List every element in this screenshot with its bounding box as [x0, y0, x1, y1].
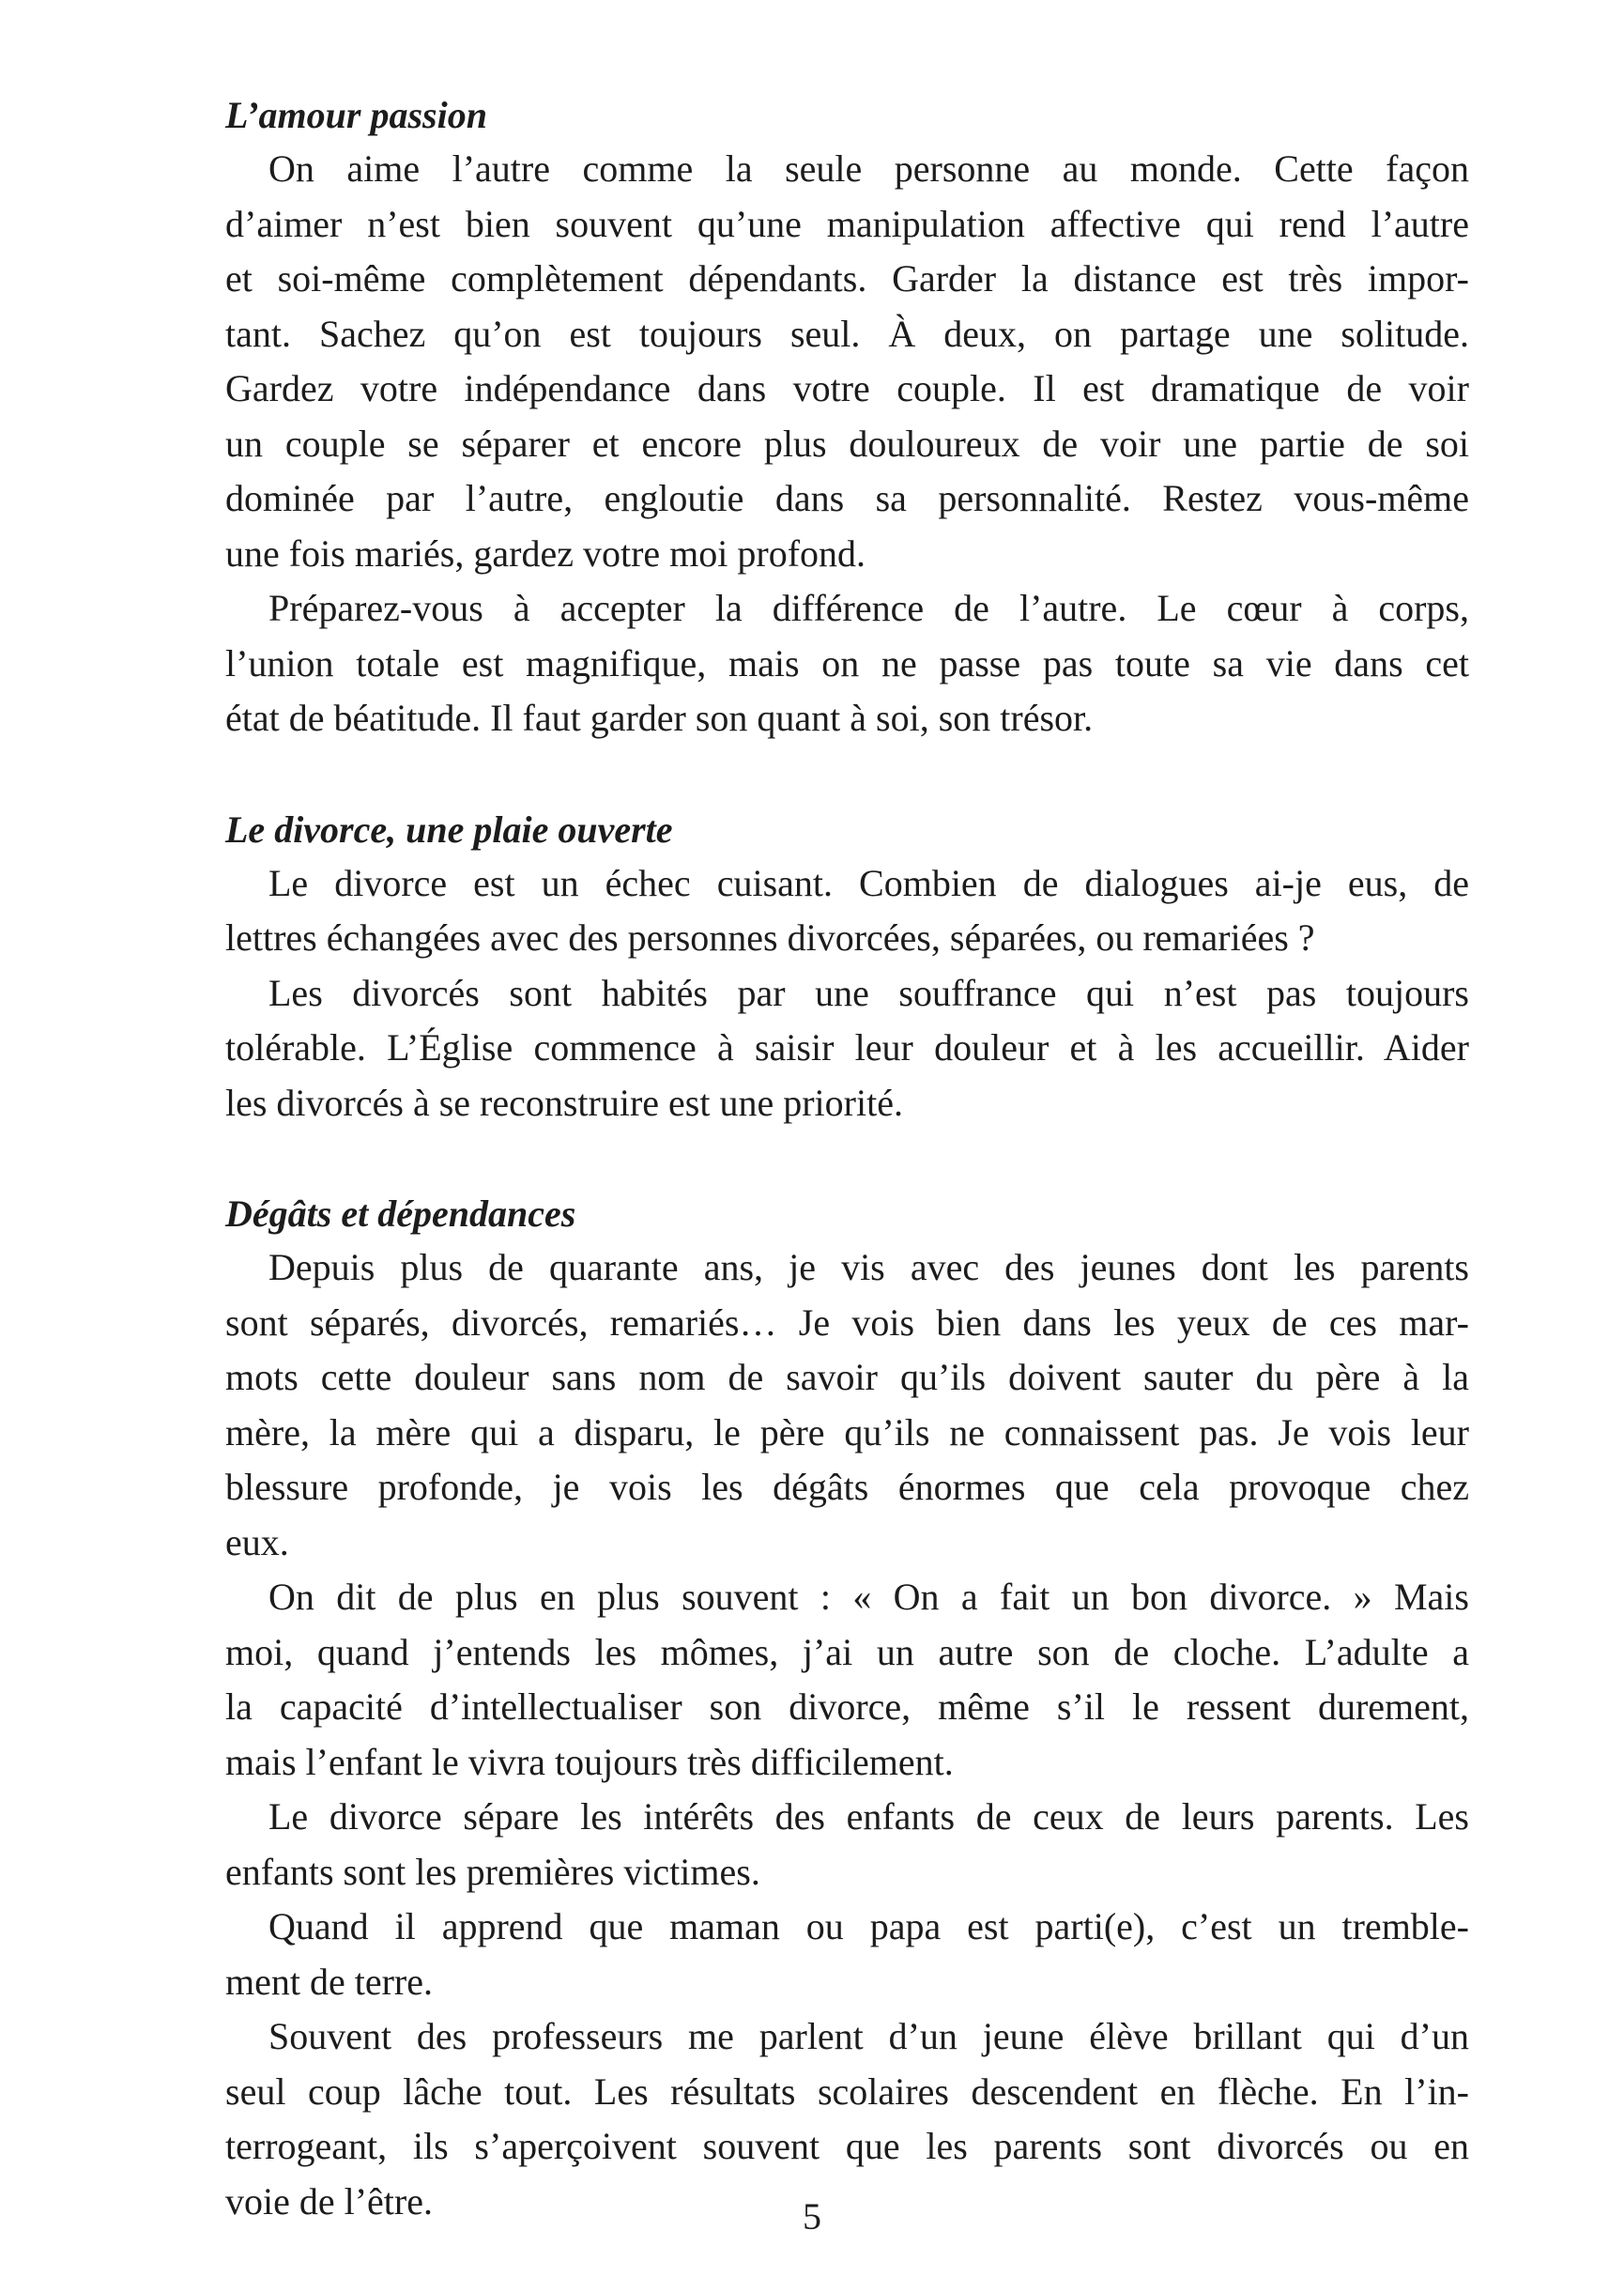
section-heading: Dégâts et dépendances — [225, 1192, 576, 1235]
section-heading: L’amour passion — [225, 94, 487, 136]
text-line: terrogeant, ils s’aperçoivent souvent que les parents sont divorcés ou en — [225, 2125, 1469, 2167]
text-line: blessure profonde, je vois les dégâts énormes que cela provoque chez — [225, 1466, 1469, 1508]
text-line: une fois mariés, gardez votre moi profond. — [225, 531, 866, 575]
text-line: Les divorcés sont habités par une souffrance qui n’est pas toujours — [268, 971, 1469, 1014]
text-line: et soi-même complètement dépendants. Garder la distance est très impor- — [225, 257, 1469, 300]
text-line: On aime l’autre comme la seule personne au monde. Cette façon — [268, 147, 1469, 190]
paragraph — [225, 1570, 1469, 1790]
text-line: Gardez votre indépendance dans votre couple. Il est dramatique de voir — [225, 367, 1469, 409]
text-line: Le divorce sépare les intérêts des enfants de ceux de leurs parents. Les — [268, 1795, 1469, 1838]
text-line: ment de terre. — [225, 1960, 433, 2003]
text-line: Depuis plus de quarante ans, je vis avec des jeunes dont les parents — [268, 1246, 1469, 1288]
text-line: d’aimer n’est bien souvent qu’une manipulation affective qui rend l’autre — [225, 202, 1469, 245]
text-line: Quand il apprend que maman ou papa est parti(e), c’est un tremble- — [268, 1905, 1469, 1947]
text-line: tant. Sachez qu’on est toujours seul. À deux, on partage une solitude. — [225, 312, 1469, 355]
section-heading: Le divorce, une plaie ouverte — [225, 808, 673, 851]
text-line: enfants sont les premières victimes. — [225, 1850, 760, 1893]
paragraph — [225, 142, 1469, 581]
section-divorce-plaie — [225, 804, 1469, 1131]
section-spacer — [225, 746, 1469, 804]
text-line: état de béatitude. Il faut garder son quant à soi, son trésor. — [225, 697, 1094, 739]
page-number: 5 — [803, 2195, 821, 2238]
text-line: la capacité d’intellectualiser son divorce, même s’il le ressent durement, — [225, 1685, 1469, 1728]
text-line: On dit de plus en plus souvent : « On a fait un bon divorce. » Mais — [268, 1576, 1469, 1618]
text-line: un couple se séparer et encore plus douloureux de voir une partie de soi — [225, 422, 1469, 465]
paragraph — [225, 966, 1469, 1131]
text-line: mots cette douleur sans nom de savoir qu’ils doivent sauter du père à la — [225, 1356, 1469, 1398]
text-line: Le divorce est un échec cuisant. Combien de dialogues ai-je eus, de — [268, 861, 1469, 904]
paragraph — [225, 856, 1469, 966]
paragraph — [225, 581, 1469, 746]
page-body — [225, 89, 1469, 2229]
text-line: l’union totale est magnifique, mais on ne passe pas toute sa vie dans cet — [225, 641, 1469, 685]
text-line: eux. — [225, 1520, 289, 1563]
text-line: moi, quand j’entends les mômes, j’ai un autre son de cloche. L’adulte a — [225, 1630, 1469, 1673]
paragraph — [225, 1790, 1469, 1900]
text-line: dominée par l’autre, engloutie dans sa personnalité. Restez vous-même — [225, 477, 1469, 519]
section-degats-dependances — [225, 1188, 1469, 2229]
text-line: lettres échangées avec des personnes divorcées, séparées, ou remariées ? — [225, 916, 1315, 959]
section-spacer — [225, 1131, 1469, 1188]
text-line: Préparez-vous à accepter la différence de l’autre. Le cœur à corps, — [268, 587, 1469, 629]
section-amour-passion — [225, 89, 1469, 746]
text-line: les divorcés à se reconstruire est une priorité. — [225, 1081, 903, 1124]
text-line: Souvent des professeurs me parlent d’un jeune élève brillant qui d’un — [268, 2015, 1469, 2057]
text-line: mère, la mère qui a disparu, le père qu’ils ne connaissent pas. Je vois leur — [225, 1410, 1469, 1454]
paragraph — [225, 1900, 1469, 2009]
text-line: voie de l’être. — [225, 2179, 433, 2223]
text-line: seul coup lâche tout. Les résultats scolaires descendent en flèche. En l’in- — [225, 2069, 1469, 2113]
text-line: tolérable. L’Église commence à saisir leur douleur et à les accueillir. Aider — [225, 1026, 1469, 1069]
text-line: mais l’enfant le vivra toujours très difficilement. — [225, 1740, 954, 1783]
text-line: sont séparés, divorcés, remariés… Je vois bien dans les yeux de ces mar- — [225, 1300, 1469, 1344]
paragraph — [225, 1240, 1469, 1570]
